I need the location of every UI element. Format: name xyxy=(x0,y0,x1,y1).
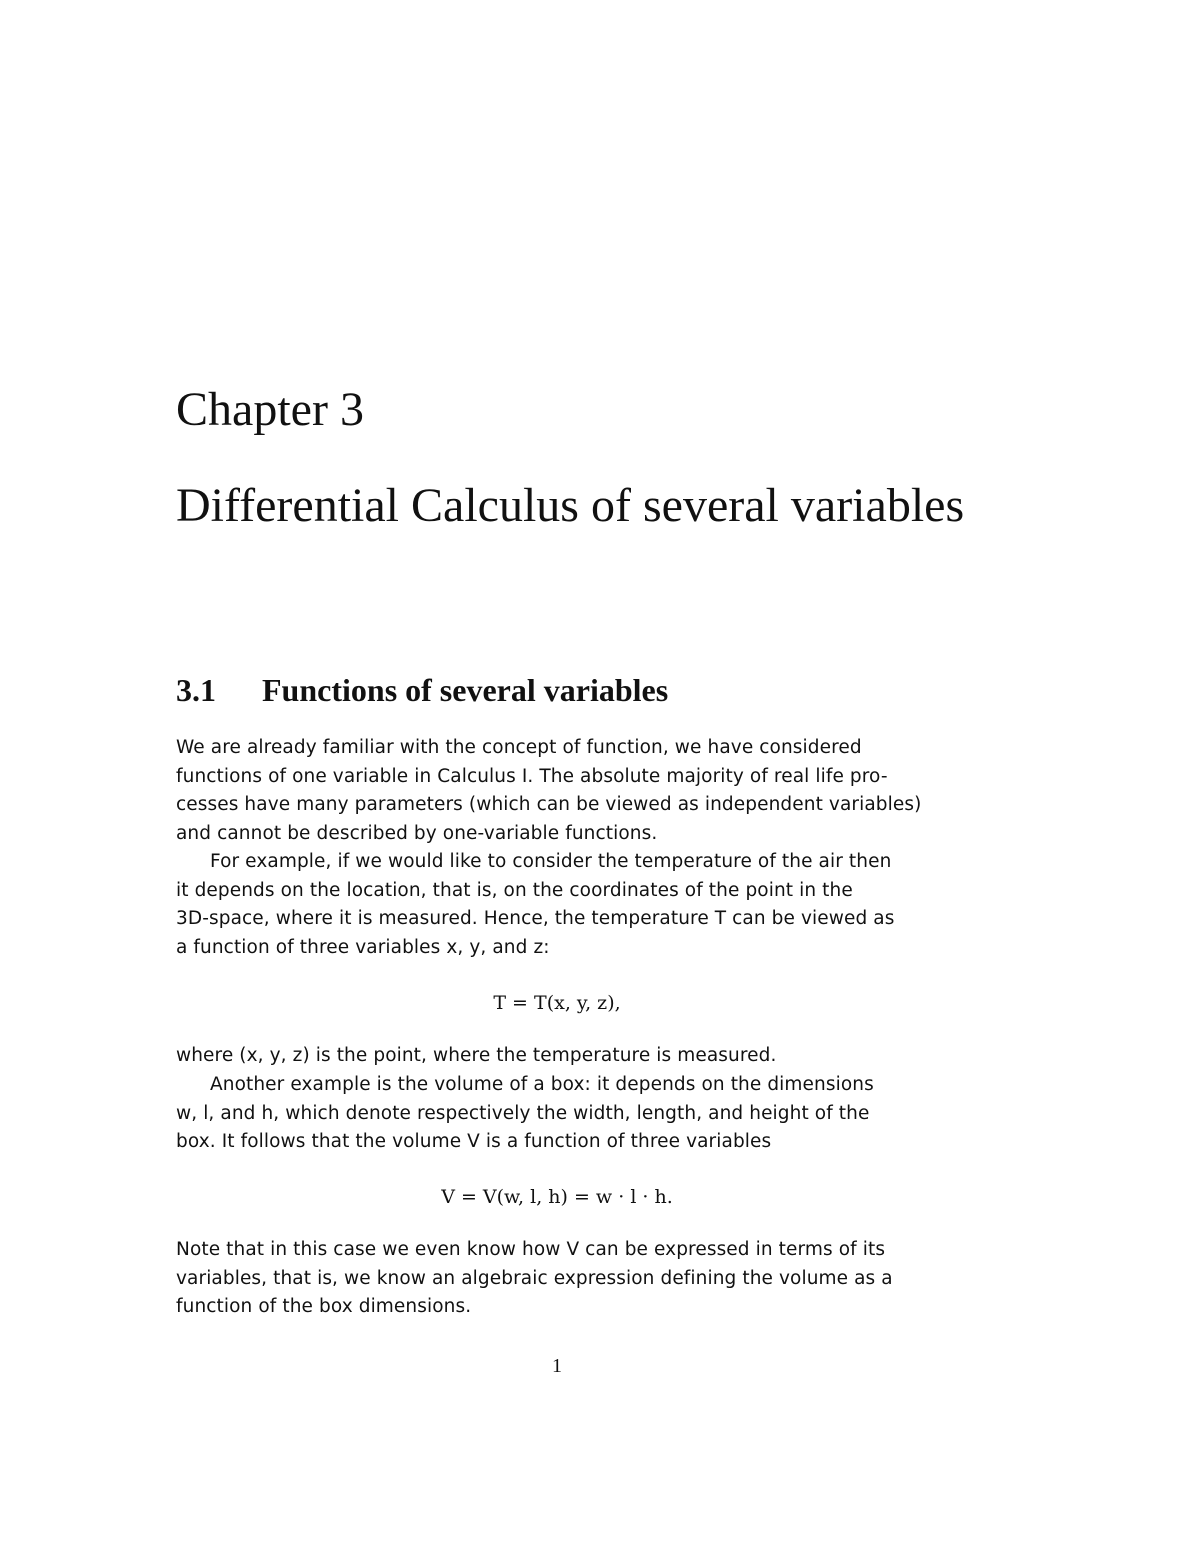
text-line: and cannot be described by one-variable functions. xyxy=(176,822,658,844)
chapter-title: Differential Calculus of several variables xyxy=(176,479,965,532)
paragraph-intro xyxy=(176,734,938,848)
equation-volume: V = V(w, l, h) = w · l · h. xyxy=(441,1186,673,1208)
text-line: functions of one variable in Calculus I. The absolute majority of real life pro- xyxy=(176,765,888,787)
text-line: For example, if we would like to consider the temperature of the air then xyxy=(210,851,892,872)
paragraph-point-note xyxy=(176,1042,938,1071)
page-number: 1 xyxy=(552,1355,562,1377)
paragraph-temperature-example xyxy=(176,848,938,962)
text-line: it depends on the location, that is, on the coordinates of the point in the xyxy=(176,879,853,901)
text-line: where (x, y, z) is the point, where the temperature is measured. xyxy=(176,1045,777,1066)
text-line: 3D-space, where it is measured. Hence, the temperature T can be viewed as xyxy=(176,908,895,929)
section-title: Functions of several variables xyxy=(262,672,669,708)
paragraph-volume-example xyxy=(176,1071,938,1157)
text-line: cesses have many parameters (which can be viewed as independent variables) xyxy=(176,794,922,815)
section-number: 3.1 xyxy=(176,672,216,708)
paragraph-volume-note xyxy=(176,1236,938,1322)
equation-temperature: T = T(x, y, z), xyxy=(493,992,621,1014)
text-line: Note that in this case we even know how V can be expressed in terms of its xyxy=(176,1239,886,1260)
text-line: a function of three variables x, y, and z: xyxy=(176,936,550,958)
text-line: variables, that is, we know an algebraic expression defining the volume as a xyxy=(176,1267,893,1289)
section-heading xyxy=(176,670,668,710)
text-line: function of the box dimensions. xyxy=(176,1296,472,1317)
text-line: Another example is the volume of a box: it depends on the dimensions xyxy=(210,1074,874,1095)
chapter-label: Chapter 3 xyxy=(176,383,364,436)
text-line: box. It follows that the volume V is a function of three variables xyxy=(176,1131,772,1152)
text-line: We are already familiar with the concept of function, we have considered xyxy=(176,737,862,758)
text-line: w, l, and h, which denote respectively the width, length, and height of the xyxy=(176,1102,870,1124)
